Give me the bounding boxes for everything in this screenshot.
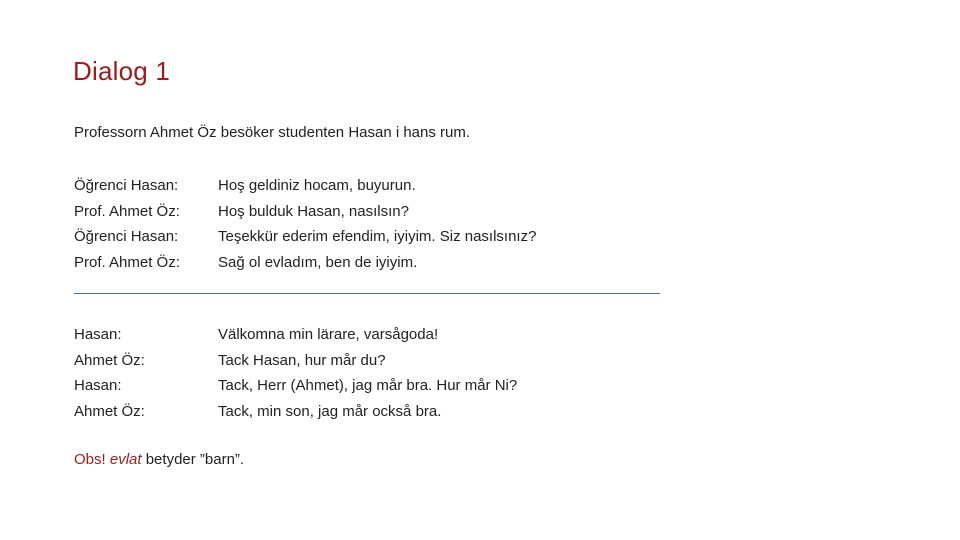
speaker-label: Öğrenci Hasan: bbox=[74, 228, 179, 245]
dialog-line: Tack Hasan, hur mår du? bbox=[218, 351, 386, 369]
dialog-row bbox=[74, 250, 536, 276]
dialog-line: Sağ ol evladım, ben de iyiyim. bbox=[218, 253, 418, 271]
dialog-turkish bbox=[74, 173, 536, 275]
speaker-label: Ahmet Öz: bbox=[74, 402, 145, 420]
dialog-row bbox=[74, 173, 536, 199]
note-prefix: Obs! bbox=[74, 451, 106, 468]
speaker-label: Hasan: bbox=[74, 326, 122, 343]
dialog-row bbox=[74, 322, 517, 348]
slide-title: Dialog 1 bbox=[73, 56, 170, 86]
dialog-line: Teşekkür ederim efendim, iyiyim. Siz nasılsınız? bbox=[218, 228, 537, 245]
vocabulary-note bbox=[74, 451, 244, 468]
note-term: evlat bbox=[109, 451, 142, 468]
dialog-row bbox=[74, 199, 536, 225]
dialog-row bbox=[74, 399, 517, 425]
speaker-label: Ahmet Öz: bbox=[74, 351, 145, 369]
note-text: betyder ”barn”. bbox=[141, 451, 245, 468]
dialog-swedish bbox=[74, 322, 517, 424]
dialog-row bbox=[74, 373, 517, 399]
speaker-label: Prof. Ahmet Öz: bbox=[74, 202, 180, 220]
section-divider bbox=[74, 293, 660, 294]
dialog-line: Hoş bulduk Hasan, nasılsın? bbox=[218, 202, 409, 220]
dialog-line: Tack, Herr (Ahmet), jag mår bra. Hur mår Ni? bbox=[218, 377, 518, 394]
dialog-row bbox=[74, 224, 536, 250]
dialog-line: Hoş geldiniz hocam, buyurun. bbox=[218, 177, 416, 194]
speaker-label: Öğrenci Hasan: bbox=[74, 177, 179, 194]
speaker-label: Hasan: bbox=[74, 377, 122, 394]
dialog-line: Tack, min son, jag mår också bra. bbox=[218, 402, 442, 420]
dialog-row bbox=[74, 348, 517, 374]
dialog-line: Välkomna min lärare, varsågoda! bbox=[218, 326, 439, 343]
intro-text: Professorn Ahmet Öz besöker studenten Hasan i hans rum. bbox=[74, 124, 471, 141]
speaker-label: Prof. Ahmet Öz: bbox=[74, 253, 180, 271]
